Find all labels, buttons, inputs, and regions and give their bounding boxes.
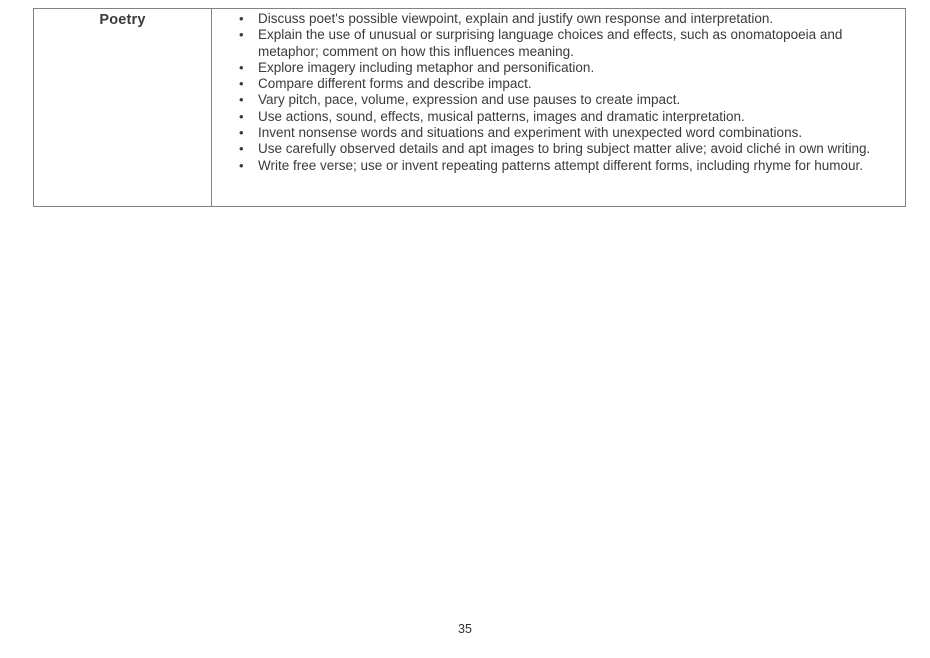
objective-item: • Use carefully observed details and apt images to bring subject matter alive; avoid cliché in own writing. (258, 141, 893, 157)
objective-item: • Use actions, sound, effects, musical patterns, images and dramatic interpretation. (258, 109, 893, 125)
page-number: 35 (458, 622, 472, 636)
objective-item: • Write free verse; use or invent repeating patterns attempt different forms, including rhyme for humour. (258, 158, 893, 174)
objective-item: • Vary pitch, pace, volume, expression and use pauses to create impact. (258, 92, 893, 108)
table-cell-objectives (212, 9, 905, 206)
objective-item: • Discuss poet's possible viewpoint, explain and justify own response and interpretation. (258, 11, 893, 27)
objective-item: • Explore imagery including metaphor and personification. (258, 60, 893, 76)
subject-label: Poetry (99, 12, 146, 28)
objective-item: • Compare different forms and describe impact. (258, 76, 893, 92)
objective-item: • Invent nonsense words and situations and experiment with unexpected word combinations. (258, 125, 893, 141)
objective-item: • Explain the use of unusual or surprising language choices and effects, such as onomatopoeia and metaphor; comment on how this influences meaning. (258, 27, 893, 60)
objectives-list (212, 9, 905, 177)
poetry-objectives-table (33, 8, 906, 207)
table-cell-subject (34, 9, 212, 206)
